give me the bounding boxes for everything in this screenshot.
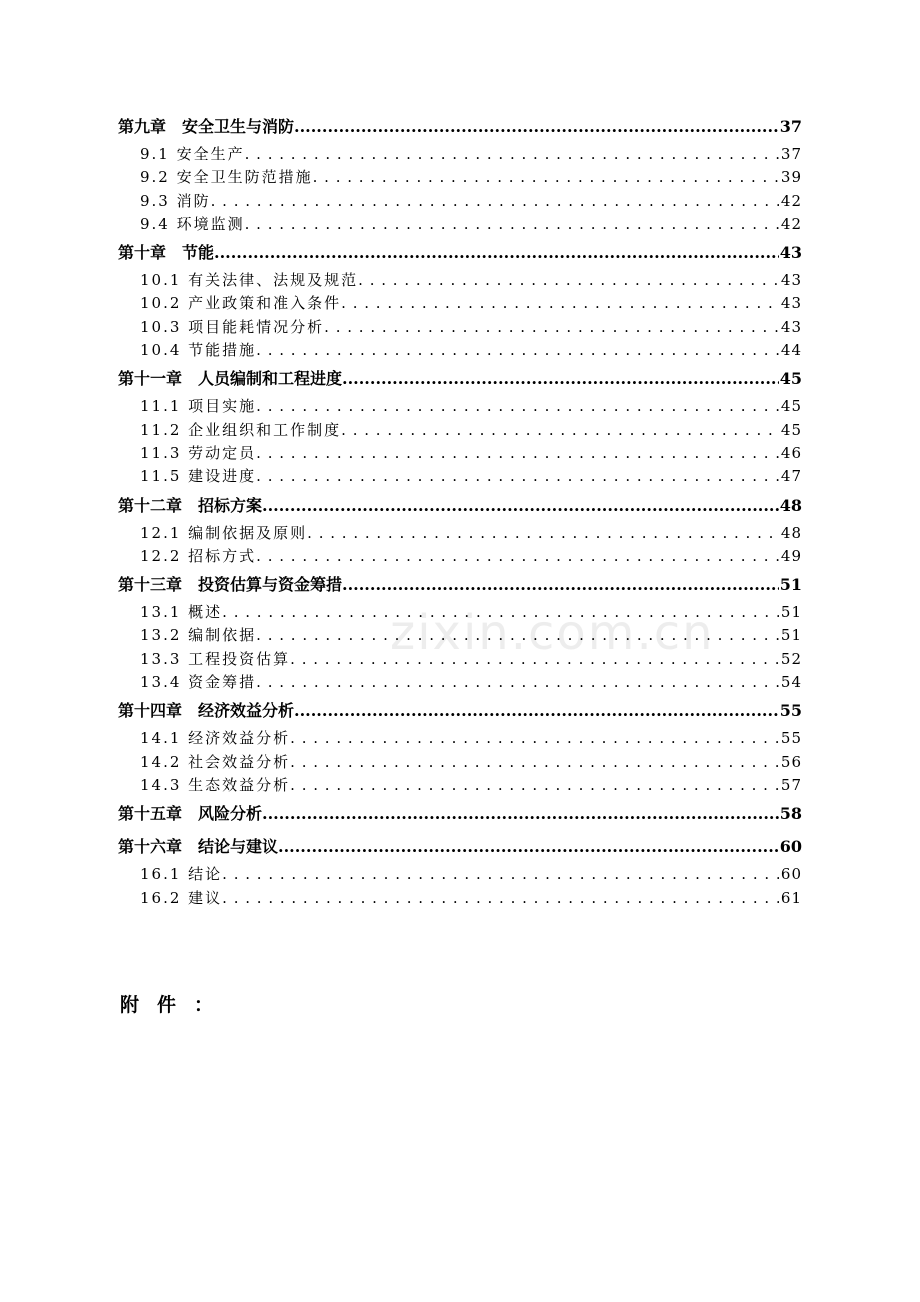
- toc-entry-label: 第十二章 招标方案: [118, 495, 263, 515]
- toc-page-number: 51: [780, 603, 802, 622]
- toc-entry-label: 14.3 生态效益分析: [140, 775, 291, 794]
- toc-page-number: 48: [779, 495, 802, 515]
- toc-page-number: 51: [780, 626, 802, 645]
- toc-entry-label: 13.3 工程投资估算: [140, 649, 291, 668]
- toc-section-row[interactable]: [118, 316, 802, 339]
- toc-section-row[interactable]: [118, 190, 802, 213]
- toc-entry-label: 16.1 结论: [140, 865, 223, 884]
- toc-entry-label: 9.2 安全卫生防范措施: [140, 168, 313, 187]
- dot-leader: [307, 522, 779, 545]
- toc-chapter-row[interactable]: [118, 797, 802, 830]
- toc-section-row[interactable]: [118, 727, 802, 750]
- toc-entry-label: 10.3 项目能耗情况分析: [140, 317, 325, 336]
- dot-leader: [342, 568, 779, 601]
- toc-chapter-row[interactable]: [118, 110, 802, 143]
- dot-leader: [256, 545, 779, 568]
- dot-leader: [245, 143, 779, 166]
- toc-page-number: 37: [780, 145, 802, 163]
- dot-leader: [324, 316, 779, 339]
- toc-entry-label: 第十三章 投资估算与资金筹措: [118, 575, 343, 595]
- toc-page-number: 57: [780, 775, 802, 794]
- toc-entry-label: 11.5 建设进度: [140, 467, 257, 486]
- dot-leader: [214, 236, 779, 269]
- dot-leader: [290, 727, 779, 750]
- toc-chapter-row[interactable]: [118, 568, 802, 601]
- toc-entry-label: 9.4 环境监测: [140, 214, 245, 233]
- toc-entry-label: 第十一章 人员编制和工程进度: [118, 369, 343, 389]
- toc-page-number: 43: [780, 317, 802, 336]
- toc-section-row[interactable]: [118, 751, 802, 774]
- toc-section-row[interactable]: [118, 442, 802, 465]
- toc-page-number: 39: [780, 168, 802, 187]
- toc-section-row[interactable]: [118, 863, 802, 886]
- toc-page-number: 47: [780, 467, 802, 486]
- toc-page-number: 54: [780, 673, 802, 692]
- toc-page-number: 44: [780, 341, 802, 360]
- dot-leader: [262, 797, 779, 830]
- dot-leader: [256, 624, 779, 647]
- toc-page-number: 45: [780, 420, 802, 439]
- dot-leader: [256, 339, 779, 362]
- dot-leader: [222, 863, 779, 886]
- toc-page-number: 55: [779, 701, 802, 721]
- toc-page-number: 42: [780, 214, 802, 233]
- toc-entry-label: 16.2 建议: [140, 888, 223, 907]
- toc-section-row[interactable]: [118, 887, 802, 910]
- toc-section-row[interactable]: [118, 395, 802, 418]
- toc-page-number: 43: [779, 243, 802, 263]
- dot-leader: [290, 774, 779, 797]
- toc-page-number: 55: [780, 729, 802, 748]
- toc-entry-label: 12.1 编制依据及原则: [140, 523, 308, 542]
- dot-leader: [341, 419, 779, 442]
- toc-section-row[interactable]: [118, 419, 802, 442]
- dot-leader: [211, 190, 779, 213]
- toc-entry-label: 第十四章 经济效益分析: [118, 701, 295, 721]
- toc-page-number: 60: [779, 837, 802, 857]
- toc-entry-label: 13.4 资金筹措: [140, 673, 257, 692]
- toc-chapter-row[interactable]: [118, 489, 802, 522]
- toc-entry-label: 14.2 社会效益分析: [140, 752, 291, 771]
- table-of-contents: [118, 110, 802, 910]
- dot-leader: [290, 648, 779, 671]
- dot-leader: [278, 830, 779, 863]
- toc-entry-label: 13.1 概述: [140, 603, 223, 622]
- toc-section-row[interactable]: [118, 465, 802, 488]
- toc-page-number: 45: [779, 369, 802, 389]
- toc-entry-label: 13.2 编制依据: [140, 626, 257, 645]
- dot-leader: [256, 671, 779, 694]
- toc-entry-label: 9.3 消防: [140, 191, 211, 210]
- toc-page-number: 52: [780, 649, 802, 668]
- dot-leader: [294, 694, 779, 727]
- toc-page-number: 51: [779, 575, 802, 595]
- toc-section-row[interactable]: [118, 624, 802, 647]
- toc-section-row[interactable]: [118, 143, 802, 166]
- dot-leader: [256, 442, 779, 465]
- toc-chapter-row[interactable]: [118, 362, 802, 395]
- toc-section-row[interactable]: [118, 166, 802, 189]
- toc-section-row[interactable]: [118, 269, 802, 292]
- toc-chapter-row[interactable]: [118, 694, 802, 727]
- dot-leader: [341, 292, 779, 315]
- toc-entry-label: 第十六章 结论与建议: [118, 837, 279, 857]
- dot-leader: [294, 110, 779, 143]
- toc-entry-label: 11.3 劳动定员: [140, 443, 257, 462]
- toc-section-row[interactable]: [118, 774, 802, 797]
- toc-section-row[interactable]: [118, 292, 802, 315]
- toc-entry-label: 11.1 项目实施: [140, 397, 257, 416]
- dot-leader: [358, 269, 779, 292]
- toc-page-number: 56: [780, 752, 802, 771]
- dot-leader: [290, 751, 779, 774]
- toc-page-number: 58: [779, 804, 802, 824]
- toc-section-row[interactable]: [118, 648, 802, 671]
- toc-page-number: 48: [780, 523, 802, 542]
- toc-entry-label: 第九章 安全卫生与消防: [118, 117, 295, 136]
- toc-section-row[interactable]: [118, 522, 802, 545]
- watermark: zixin.com.cn: [390, 605, 715, 661]
- toc-entry-label: 9.1 安全生产: [140, 145, 245, 163]
- dot-leader: [256, 395, 779, 418]
- toc-section-row[interactable]: [118, 339, 802, 362]
- toc-entry-label: 第十五章 风险分析: [118, 804, 263, 824]
- dot-leader: [222, 887, 779, 910]
- toc-page-number: 37: [779, 117, 802, 136]
- toc-page-number: 46: [780, 443, 802, 462]
- toc-entry-label: 11.2 企业组织和工作制度: [140, 420, 342, 439]
- toc-entry-label: 10.2 产业政策和准入条件: [140, 294, 342, 313]
- toc-entry-label: 10.4 节能措施: [140, 341, 257, 360]
- dot-leader: [313, 166, 779, 189]
- toc-section-row[interactable]: [118, 671, 802, 694]
- toc-chapter-row[interactable]: [118, 236, 802, 269]
- toc-section-row[interactable]: [118, 601, 802, 624]
- toc-page-number: 43: [780, 271, 802, 290]
- appendix-heading: 附件：: [120, 994, 232, 1016]
- dot-leader: [256, 465, 779, 488]
- toc-page-number: 49: [780, 546, 802, 565]
- toc-page-number: 45: [780, 397, 802, 416]
- toc-chapter-row[interactable]: [118, 830, 802, 863]
- toc-page-number: 61: [780, 888, 802, 907]
- toc-page-number: 43: [780, 294, 802, 313]
- toc-entry-label: 10.1 有关法律、法规及规范: [140, 271, 359, 290]
- dot-leader: [342, 362, 779, 395]
- toc-entry-label: 14.1 经济效益分析: [140, 729, 291, 748]
- dot-leader: [245, 213, 779, 236]
- toc-entry-label: 12.2 招标方式: [140, 546, 257, 565]
- toc-entry-label: 第十章 节能: [118, 243, 215, 263]
- toc-page-number: 42: [780, 191, 802, 210]
- toc-page-number: 60: [780, 865, 802, 884]
- toc-section-row[interactable]: [118, 545, 802, 568]
- dot-leader: [262, 489, 779, 522]
- dot-leader: [222, 601, 779, 624]
- toc-section-row[interactable]: [118, 213, 802, 236]
